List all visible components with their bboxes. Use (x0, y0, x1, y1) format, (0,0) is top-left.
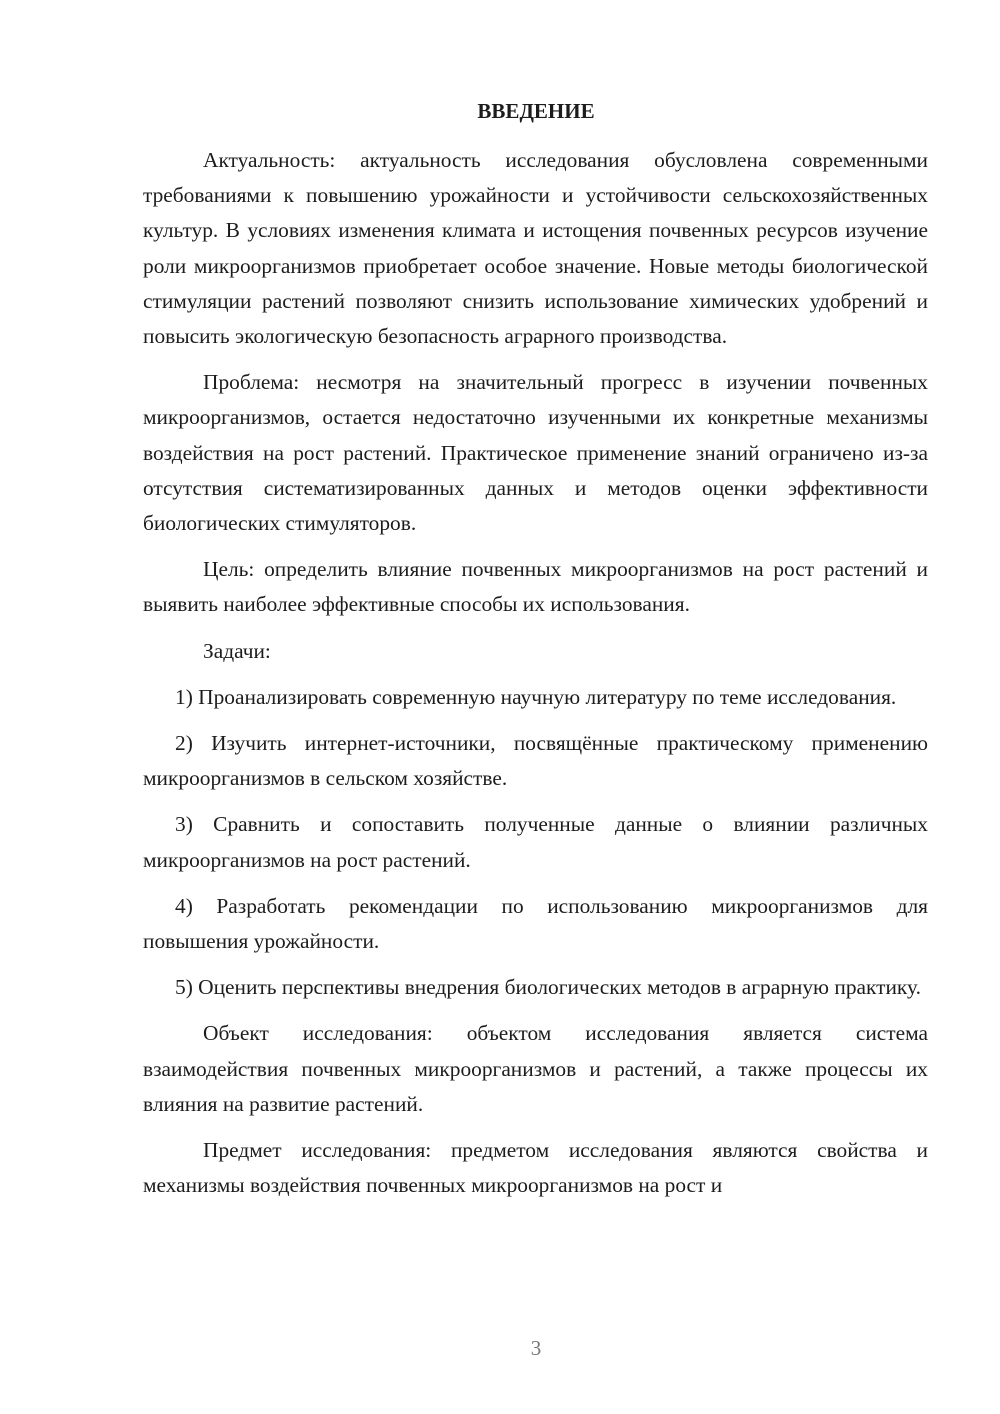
paragraph-goal: Цель: определить влияние почвенных микроорганизмов на рост растений и выявить наиболее эффективные способы их использования. (143, 557, 928, 617)
paragraph-relevance: Актуальность: актуальность исследования обусловлена современными требованиями к повышению урожайности и устойчивости сельскохозяйственных культур. В условиях изменения климата и истощения почвенных ресурсов изучение роли микроорганизмов приобретает особое значение. Новые методы биологической стимуляции растений позволяют снизить использование химических удобрений и повысить экологическую безопасность аграрного производства. (143, 148, 928, 349)
paragraph-tasks-heading: Задачи: (203, 638, 271, 663)
page-body (143, 143, 928, 1203)
page-title: ВВЕДЕНИЕ (477, 99, 595, 123)
list-item-task-1: 1) Проанализировать современную научную литературу по теме исследования. (175, 684, 897, 709)
paragraph-subject: Предмет исследования: предметом исследования являются свойства и механизмы воздействия почвенных микроорганизмов на рост и (143, 1138, 928, 1198)
list-item-task-3: 3) Сравнить и сопоставить полученные данные о влиянии различных микроорганизмов на рост растений. (143, 812, 928, 872)
page-number: 3 (530, 1336, 542, 1360)
list-item-task-4: 4) Разработать рекомендации по использованию микроорганизмов для повышения урожайности. (143, 893, 928, 954)
list-item-task-5: 5) Оценить перспективы внедрения биологических методов в аграрную практику. (175, 975, 921, 1000)
paragraph-object: Объект исследования: объектом исследования является система взаимодействия почвенных микроорганизмов и растений, а также процессы их влияния на развитие растений. (143, 1021, 928, 1116)
paragraph-problem: Проблема: несмотря на значительный прогресс в изучении почвенных микроорганизмов, остается недостаточно изученными их конкретные механизмы воздействия на рост растений. Практическое применение знаний ограничено из-за отсутствия систематизированных данных и методов оценки эффективности биологических стимуляторов. (143, 370, 928, 536)
list-item-task-2: 2) Изучить интернет-источники, посвящённые практическому применению микроорганизмов в сельском хозяйстве. (143, 731, 928, 791)
